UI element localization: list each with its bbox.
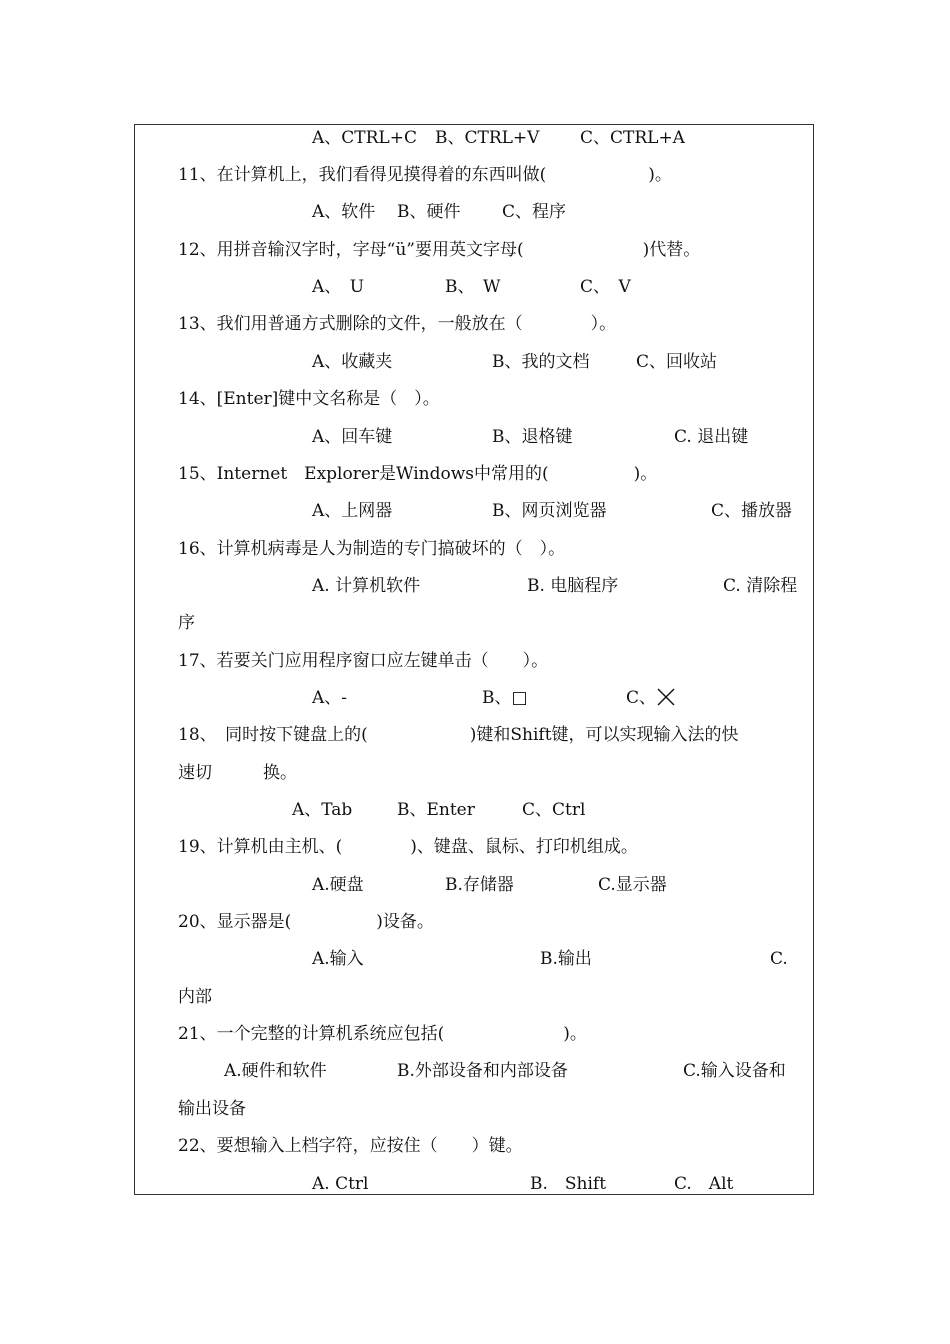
option-b: B.输出 [540,949,592,969]
option-b: B、Enter [397,800,475,820]
option-a: A、回车键 [312,427,393,447]
option-a: A、收藏夹 [312,352,393,372]
question-18: 18、 同时按下键盘上的( )键和Shift键，可以实现输入法的快 [178,725,739,745]
question-18-continued: 速切 换。 [178,763,297,783]
option-a: A.硬件和软件 [224,1061,327,1081]
option-b: B、网页浏览器 [492,501,607,521]
question-11: 11、在计算机上，我们看得见摸得着的东西叫做( )。 [178,165,672,185]
option-b: B. 电脑程序 [527,576,619,596]
option-b: B、我的文档 [492,352,590,372]
option-c-continued: 输出设备 [178,1099,246,1119]
option-c: C、回收站 [636,352,718,372]
option-a: A、软件 [312,202,376,222]
option-a: A、 U [312,277,365,297]
option-b: B.外部设备和内部设备 [397,1061,568,1081]
option-a: A、- [312,688,348,708]
option-c: C. 清除程 [723,576,798,596]
option-a: A.输入 [312,949,364,969]
option-c [626,687,676,709]
option-b: B、CTRL+V [435,128,540,148]
option-a: A. 计算机软件 [312,576,421,596]
question-15: 15、Internet Explorer是Windows中常用的( )。 [178,464,658,484]
option-c: C、 V [580,277,631,297]
option-a: A.硬盘 [312,875,364,895]
question-19: 19、计算机由主机、( )、键盘、鼠标、打印机组成。 [178,837,638,857]
option-c: C. 退出键 [674,427,749,447]
option-c: C.输入设备和 [683,1061,786,1081]
question-17: 17、若要关门应用程序窗口应左键单击（ ）。 [178,651,549,671]
option-c: C.显示器 [598,875,667,895]
option-a: A、CTRL+C [312,128,417,148]
option-b: B、□ [482,688,528,708]
question-13: 13、我们用普通方式删除的文件，一般放在（ ）。 [178,314,617,334]
option-a: A. Ctrl [312,1174,369,1194]
option-c: C、Ctrl [522,800,586,820]
question-12: 12、用拼音输汉字时，字母“ü”要用英文字母( )代替。 [178,240,701,260]
option-b: B. Shift [530,1174,607,1194]
close-x-icon [656,687,676,707]
option-c: C、播放器 [711,501,793,521]
question-21: 21、一个完整的计算机系统应包括( )。 [178,1024,587,1044]
option-c: C. [770,949,788,969]
question-22: 22、要想输入上档字符，应按住（ ）键。 [178,1136,523,1156]
question-16: 16、计算机病毒是人为制造的专门搞破坏的（ ）。 [178,539,566,559]
option-c-continued: 内部 [178,987,212,1007]
option-c-continued: 序 [178,613,195,633]
option-a: A、上网器 [312,501,393,521]
option-b: B、退格键 [492,427,573,447]
option-c: C. Alt [674,1174,734,1194]
option-a: A、Tab [292,800,353,820]
option-c-label: C、 [626,688,657,708]
question-20: 20、显示器是( )设备。 [178,912,434,932]
option-b: B.存储器 [445,875,514,895]
option-c: C、CTRL+A [580,128,685,148]
option-b: B、硬件 [397,202,461,222]
option-b: B、 W [445,277,501,297]
question-14: 14、[Enter]键中文名称是（ ）。 [178,389,440,409]
option-c: C、程序 [502,202,567,222]
